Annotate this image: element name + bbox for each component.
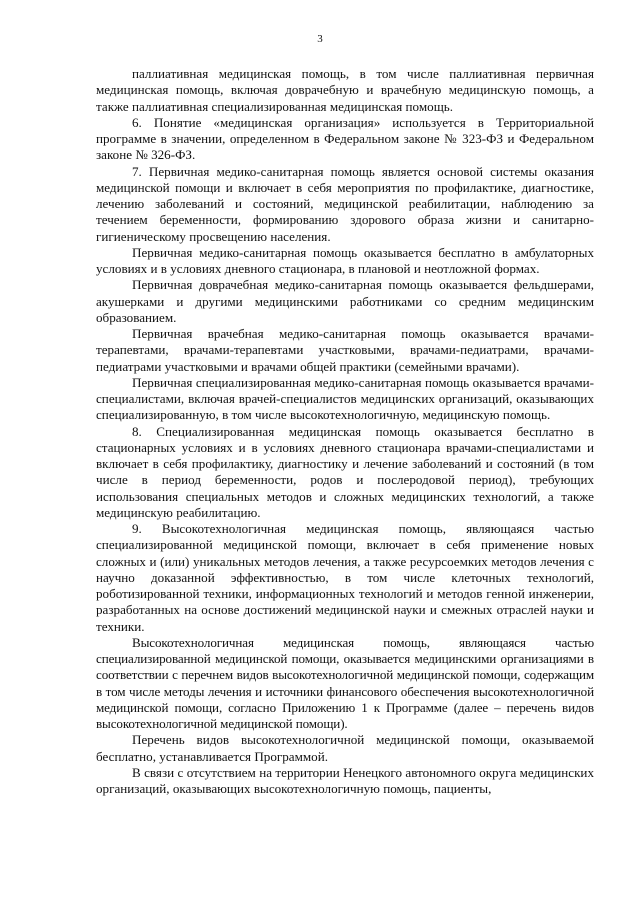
paragraph-high-tech-care-list: Высокотехнологичная медицинская помощь, являющаяся частью специализированной медицинской помощи, оказывается медицинскими организациями в соответствии с перечнем видов высокотехнологичной медицинской помощи, содержащим в том числе методы лечения и источники финансового обеспечения высокотехнологичной медицинской помощи, согласно Приложению 1 к Программе (далее – перечень видов высокотехнологичной медицинской помощи). <box>96 634 594 731</box>
paragraph-primary-care-conditions: Первичная медико-санитарная помощь оказывается бесплатно в амбулаторных условиях и в условиях дневного стационара, в плановой и неотложной формах. <box>96 244 594 276</box>
paragraph-specialized-care: 8. Специализированная медицинская помощь оказывается бесплатно в стационарных условиях и в условиях дневного стационара врачами-специалистами и включает в себя профилактику, диагностику и лечение заболеваний и состояний (в том числе в период беременности, родов и послеродовой период), требующих использования специальных методов и сложных медицинских технологий, а также медицинскую реабилитацию. <box>96 423 594 520</box>
paragraph-palliative-care: паллиативная медицинская помощь, в том числе паллиативная первичная медицинская помощь, включая доврачебную и врачебную медицинскую помощь, а также паллиативная специализированная медицинская помощь. <box>96 66 594 114</box>
paragraph-primary-physician-care: Первичная врачебная медико-санитарная помощь оказывается врачами-терапевтами, врачами-терапевтами участковыми, врачами-педиатрами, врачами-педиатрами участковыми и врачами общей практики (семейными врачами). <box>96 326 594 374</box>
paragraph-primary-prephysician-care: Первичная доврачебная медико-санитарная помощь оказывается фельдшерами, акушерками и другими медицинскими работниками со средним медицинским образованием. <box>96 277 594 325</box>
document-body <box>96 66 594 797</box>
paragraph-high-tech-list-established: Перечень видов высокотехнологичной медицинской помощи, оказываемой бесплатно, устанавливается Программой. <box>96 732 594 764</box>
paragraph-primary-care-overview: 7. Первичная медико-санитарная помощь является основой системы оказания медицинской помощи и включает в себя мероприятия по профилактике, диагностике, лечению заболеваний и состояний, медицинской реабилитации, наблюдению за течением беременности, формированию здорового образа жизни и санитарно-гигиеническому просвещению населения. <box>96 163 594 244</box>
paragraph-nenets-region: В связи с отсутствием на территории Ненецкого автономного округа медицинских организаций, оказывающих высокотехнологичную помощь, пациенты, <box>96 764 594 796</box>
page-number: 3 <box>317 33 323 45</box>
paragraph-medical-organization-definition: 6. Понятие «медицинская организация» используется в Территориальной программе в значении, определенном в Федеральном законе № 323-ФЗ и Федеральном законе № 326-ФЗ. <box>96 114 594 163</box>
paragraph-high-tech-care: 9. Высокотехнологичная медицинская помощь, являющаяся частью специализированной медицинской помощи, включает в себя применение новых сложных и (или) уникальных методов лечения, а также ресурсоемких методов лечения с научно доказанной эффективностью, в том числе клеточных технологий, роботизированной техники, информационных технологий и методов генной инженерии, разработанных на основе достижений медицинской науки и смежных отраслей науки и техники. <box>96 521 594 634</box>
paragraph-primary-specialized-care: Первичная специализированная медико-санитарная помощь оказывается врачами-специалистами, включая врачей-специалистов медицинских организаций, оказывающих специализированную, в том числе высокотехнологичную, медицинскую помощь. <box>96 374 594 423</box>
